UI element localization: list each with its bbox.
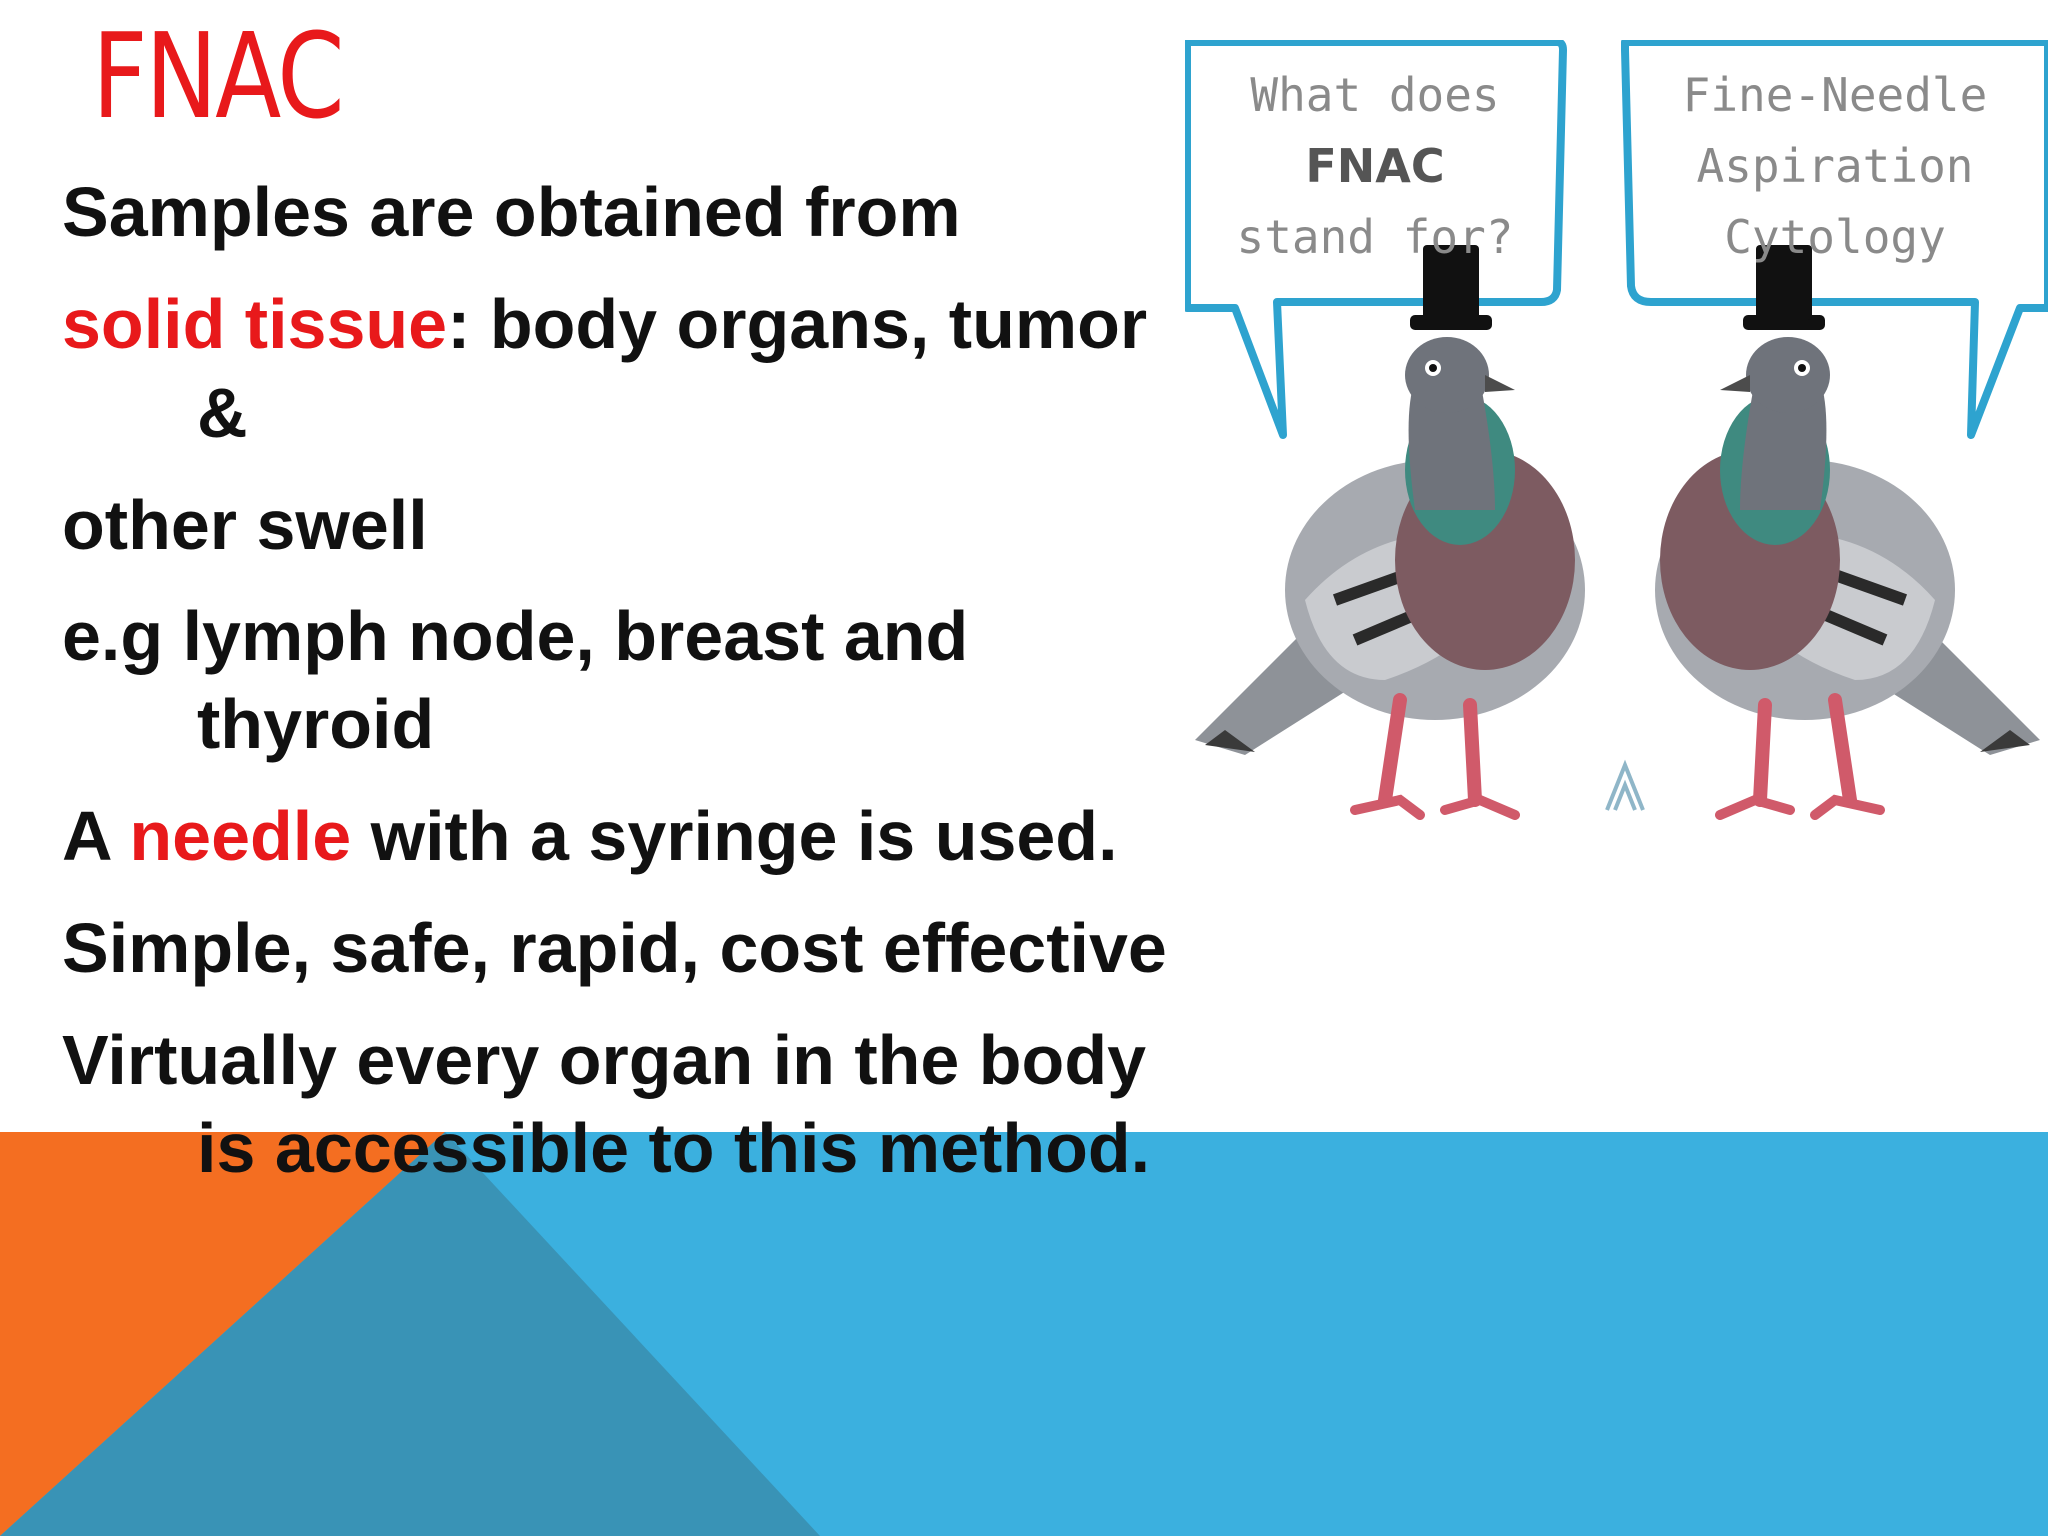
- pigeon-illustration: [1185, 40, 2048, 820]
- bubble-line: stand for?: [1236, 210, 1514, 264]
- bubble-line: Aspiration: [1696, 139, 1974, 193]
- bubble-line: What does: [1250, 68, 1500, 122]
- slide-body: [0, 0, 1200, 1200]
- highlight-needle: needle: [129, 797, 352, 875]
- bullet-line-samples: [62, 172, 961, 252]
- line-text: e.g lymph node, breast and: [62, 597, 969, 675]
- line-text: Samples are obtained from: [62, 173, 961, 251]
- continuation-thyroid: [197, 684, 434, 764]
- watermark-chevron-icon: [1607, 765, 1643, 810]
- line-text: &: [197, 374, 248, 452]
- bubble-line-strong: FNAC: [1305, 139, 1445, 193]
- bullet-line-other-swell: [62, 485, 428, 565]
- bullet-line-solid-tissue: [62, 284, 1147, 364]
- continuation-ampersand: [197, 373, 248, 453]
- line-text: A: [62, 797, 130, 875]
- bullet-line-examples: [62, 596, 968, 676]
- bubble-line: Fine-Needle: [1682, 68, 1988, 122]
- line-text: is accessible to this method.: [197, 1109, 1151, 1187]
- continuation-accessible: [197, 1108, 1150, 1188]
- highlight-solid-tissue: solid tissue: [62, 285, 448, 363]
- left-bubble-text: [1215, 60, 1535, 273]
- line-text: Simple, safe, rapid, cost effective: [62, 909, 1167, 987]
- line-text: thyroid: [197, 685, 435, 763]
- bullet-line-needle: [62, 796, 1118, 876]
- bullet-line-virtually: [62, 1020, 1146, 1100]
- line-text: other swell: [62, 486, 428, 564]
- line-text: with a syringe is used.: [351, 797, 1118, 875]
- bullet-line-simple-safe: [62, 908, 1167, 988]
- right-bubble-text: [1645, 60, 2025, 273]
- slide-title: FNAC: [92, 7, 343, 145]
- line-text: Virtually every organ in the body: [62, 1021, 1147, 1099]
- bubble-line: Cytology: [1724, 210, 1946, 264]
- line-text: : body organs, tumor: [447, 285, 1148, 363]
